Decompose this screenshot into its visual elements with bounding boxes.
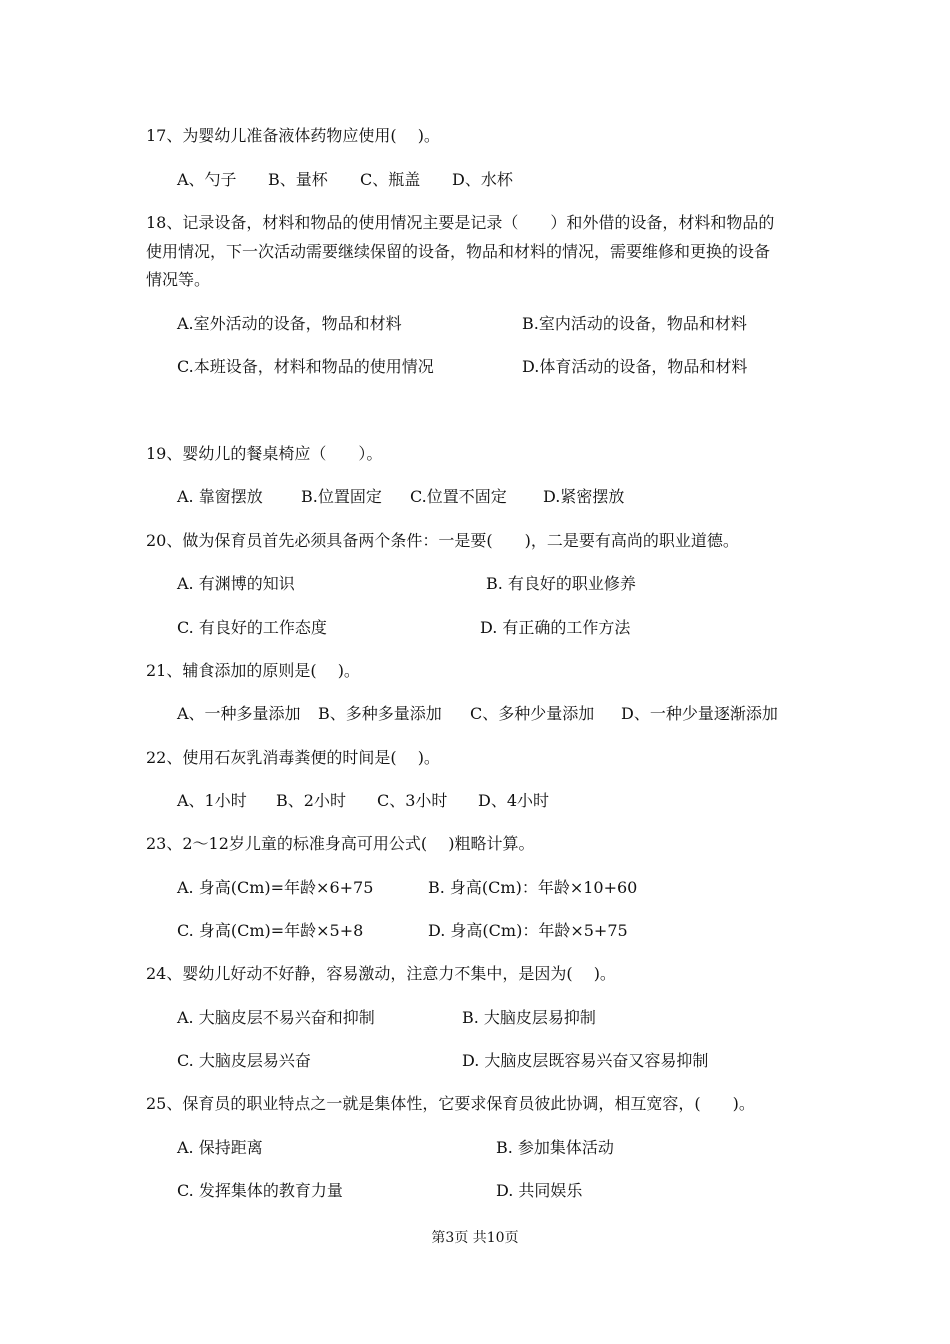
question-20-text: 20、做为保育员首先必须具备两个条件：一是要( )，二是要有高尚的职业道德。 (146, 531, 739, 550)
question-18-option-d: D.体育活动的设备，物品和材料 (522, 357, 748, 376)
question-24-option-c: C. 大脑皮层易兴奋 (177, 1051, 311, 1070)
question-23-text: 23、2～12岁儿童的标准身高可用公式( )粗略计算。 (146, 834, 535, 853)
question-19-option-d: D.紧密摆放 (543, 487, 625, 506)
question-18-option-c: C.本班设备，材料和物品的使用情况 (177, 357, 434, 376)
question-19-option-b: B.位置固定 (301, 487, 382, 506)
question-21-option-b: B、多种多量添加 (318, 704, 442, 723)
question-25-option-d: D. 共同娱乐 (496, 1181, 583, 1200)
question-17-option-a: A、勺子 (177, 170, 237, 189)
question-22-option-c: C、3小时 (377, 791, 448, 810)
page-number-footer: 第3页 共10页 (431, 1230, 519, 1246)
question-20-option-c: C. 有良好的工作态度 (177, 618, 327, 637)
question-23-option-c: C. 身高(Cm)=年龄×5+8 (177, 921, 364, 940)
question-25-text: 25、保育员的职业特点之一就是集体性，它要求保育员彼此协调，相互宽容，( )。 (146, 1094, 755, 1113)
question-24-option-b: B. 大脑皮层易抑制 (462, 1008, 596, 1027)
question-18-option-a: A.室外活动的设备，物品和材料 (177, 314, 402, 333)
question-17-option-c: C、瓶盖 (360, 170, 421, 189)
question-17-text: 17、为婴幼儿准备液体药物应使用( )。 (146, 126, 440, 145)
question-21-option-d: D、一种少量逐渐添加 (621, 704, 778, 723)
question-23-option-b: B. 身高(Cm)：年龄×10+60 (428, 878, 638, 897)
question-25-option-b: B. 参加集体活动 (496, 1138, 614, 1157)
question-25-option-a: A. 保持距离 (177, 1138, 263, 1157)
question-25-option-c: C. 发挥集体的教育力量 (177, 1181, 343, 1200)
question-19-option-a: A. 靠窗摆放 (177, 487, 263, 506)
question-24-option-d: D. 大脑皮层既容易兴奋又容易抑制 (462, 1051, 709, 1070)
question-20-option-b: B. 有良好的职业修养 (486, 574, 636, 593)
question-23-option-a: A. 身高(Cm)=年龄×6+75 (177, 878, 374, 897)
question-17-option-d: D、水杯 (452, 170, 513, 189)
question-18-text-line-2: 使用情况，下一次活动需要继续保留的设备，物品和材料的情况，需要维修和更换的设备 (146, 242, 771, 261)
question-19-text: 19、婴幼儿的餐桌椅应（ ）。 (146, 444, 383, 463)
question-21-option-c: C、多种少量添加 (470, 704, 595, 723)
question-22-option-d: D、4小时 (478, 791, 550, 810)
question-21-option-a: A、一种多量添加 (177, 704, 301, 723)
question-23-option-d: D. 身高(Cm)：年龄×5+75 (428, 921, 628, 940)
question-24-option-a: A. 大脑皮层不易兴奋和抑制 (177, 1008, 375, 1027)
question-17-option-b: B、量杯 (268, 170, 328, 189)
question-19-option-c: C.位置不固定 (410, 487, 507, 506)
question-20-option-a: A. 有渊博的知识 (177, 574, 295, 593)
question-22-option-a: A、1小时 (177, 791, 247, 810)
question-22-text: 22、使用石灰乳消毒粪便的时间是( )。 (146, 748, 440, 767)
question-18-text-line-1: 18、记录设备，材料和物品的使用情况主要是记录（ ）和外借的设备，材料和物品的 (146, 213, 775, 232)
question-22-option-b: B、2小时 (276, 791, 346, 810)
question-18-option-b: B.室内活动的设备，物品和材料 (522, 314, 747, 333)
question-20-option-d: D. 有正确的工作方法 (480, 618, 631, 637)
question-18-text-line-3: 情况等。 (146, 270, 211, 289)
question-24-text: 24、婴幼儿好动不好静，容易激动，注意力不集中，是因为( )。 (146, 964, 616, 983)
question-21-text: 21、辅食添加的原则是( )。 (146, 661, 360, 680)
